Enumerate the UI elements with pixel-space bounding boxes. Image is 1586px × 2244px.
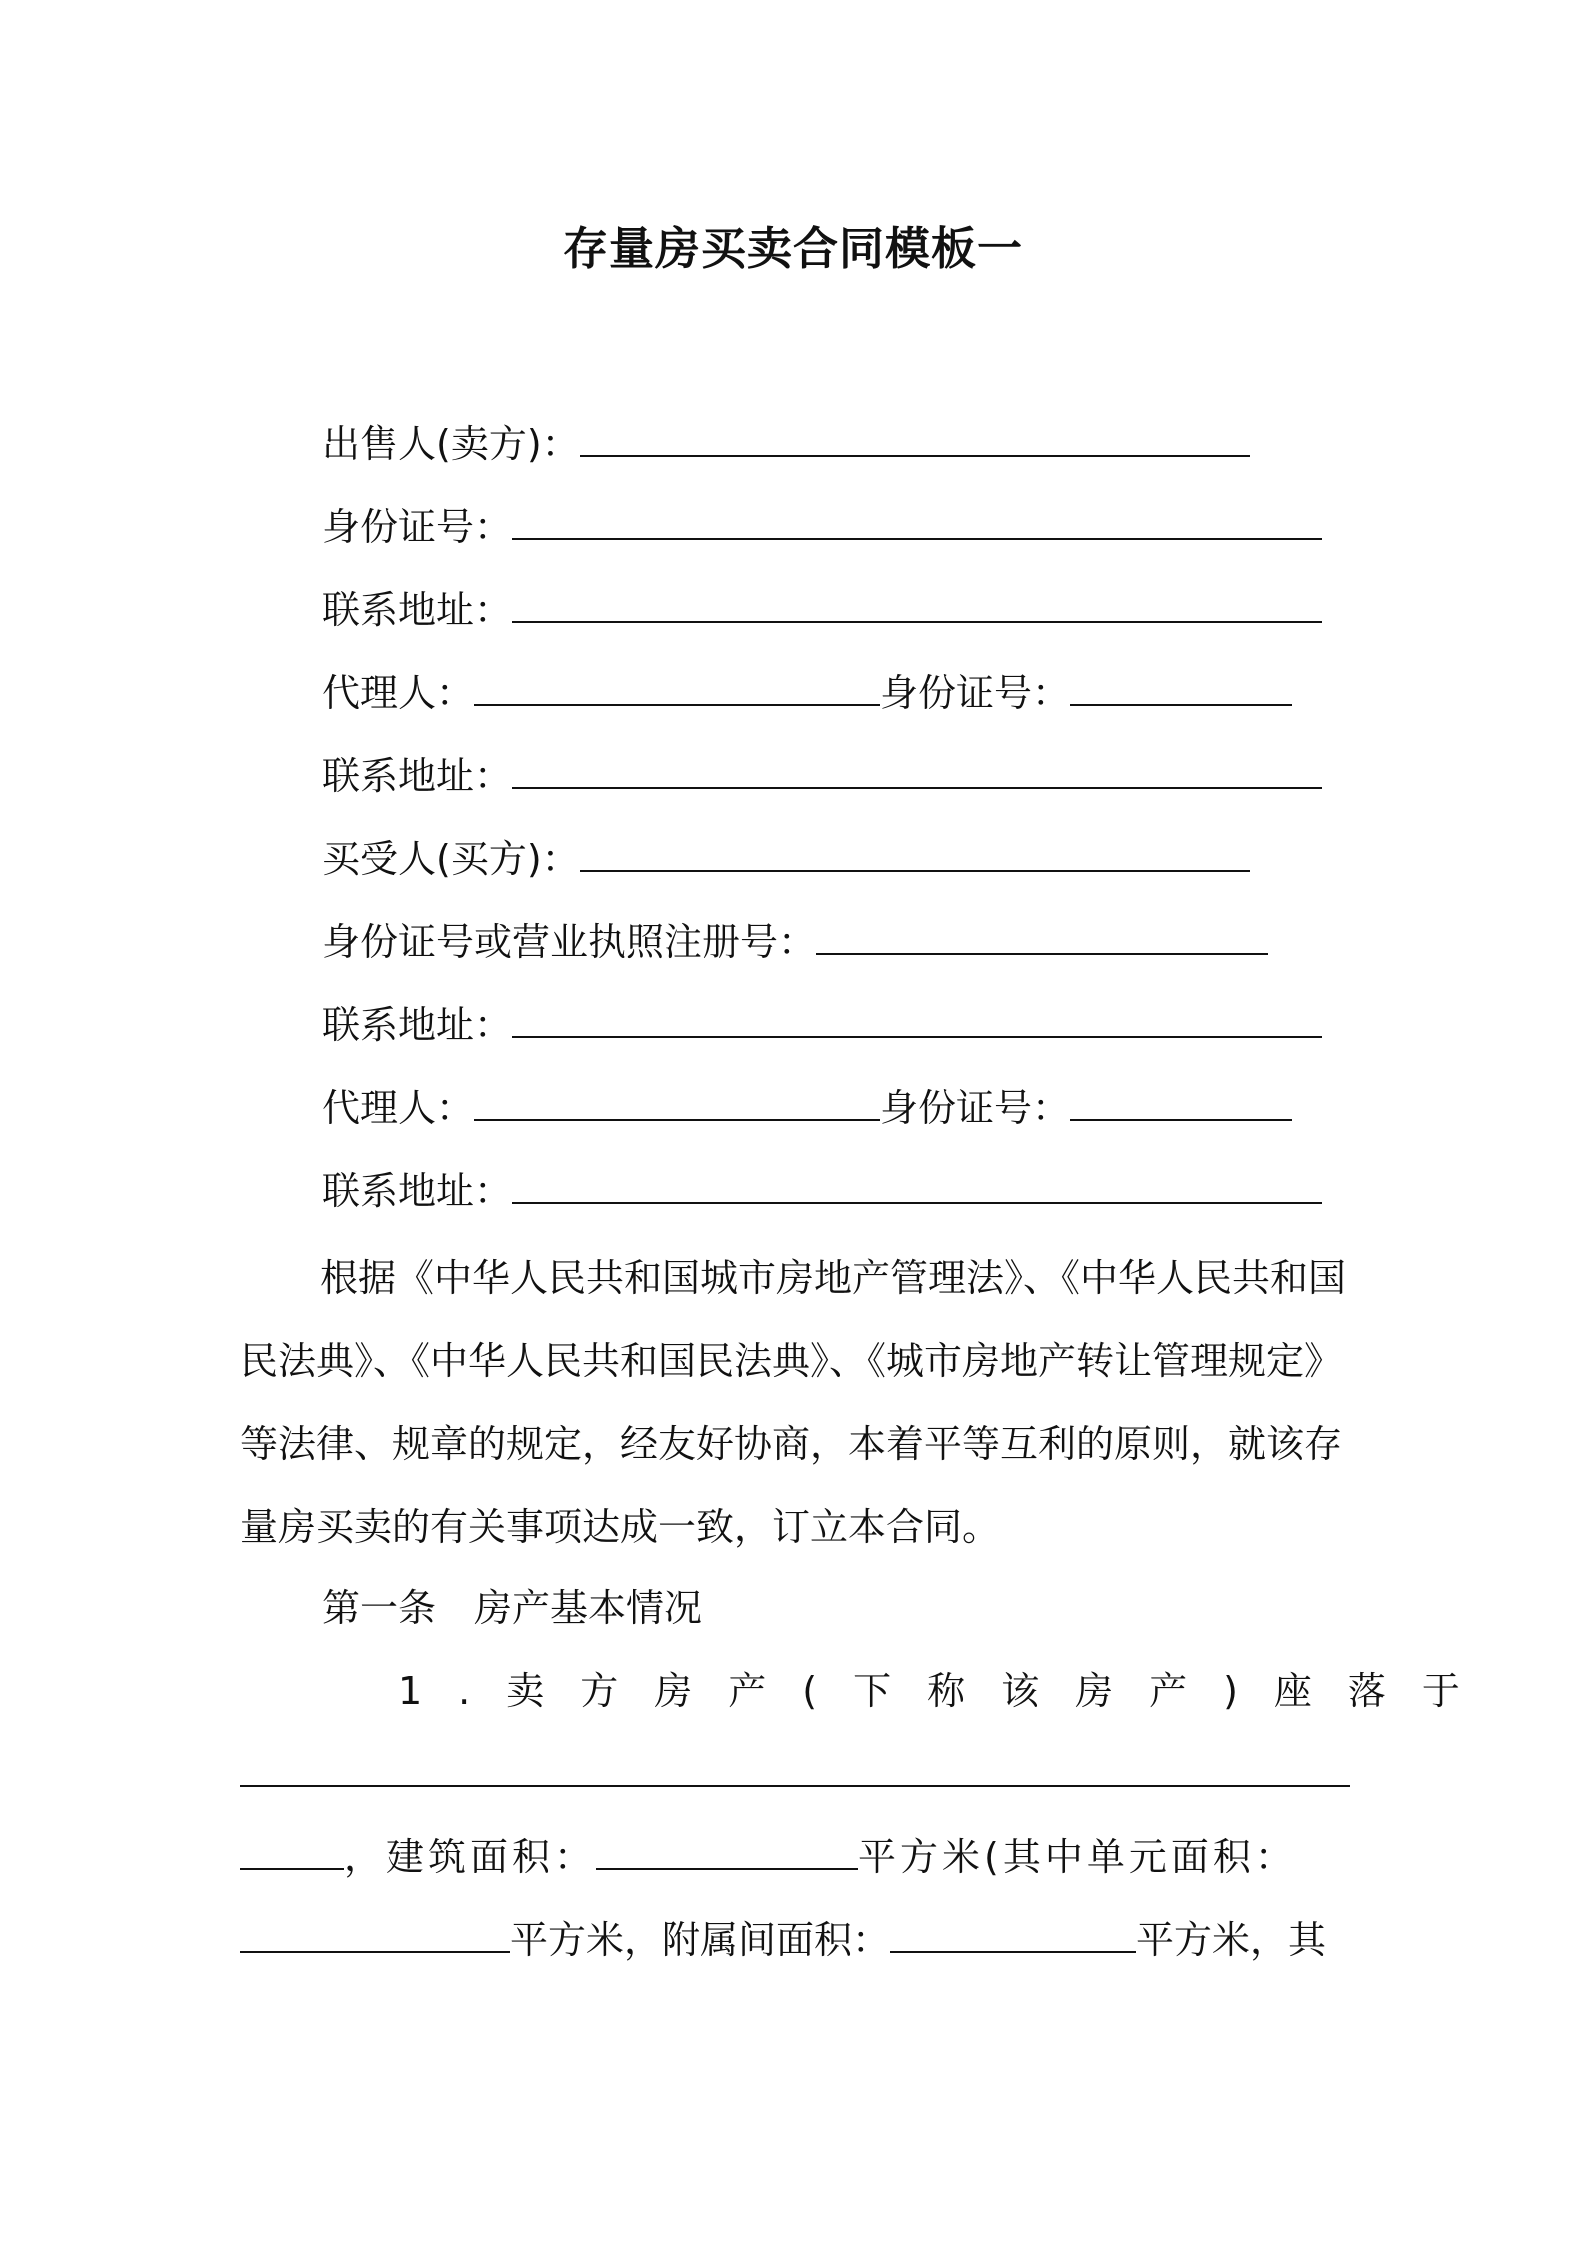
seller-agent-address-blank[interactable] <box>512 753 1322 789</box>
article1-heading: 第一条 房产基本情况 <box>322 1586 703 1630</box>
item1-unit-line <box>240 1916 1326 1964</box>
location-tail-blank[interactable] <box>240 1834 344 1870</box>
buyer-address-label: 联系地址： <box>322 1003 513 1047</box>
seller-agent-blank[interactable] <box>474 670 880 706</box>
area-blank[interactable] <box>596 1834 858 1870</box>
seller-id-blank[interactable] <box>512 504 1322 540</box>
annex-area-blank[interactable] <box>890 1917 1136 1953</box>
buyer-id-label: 身份证号或营业执照注册号： <box>322 920 817 964</box>
buyer-agent-id-blank[interactable] <box>1070 1085 1292 1121</box>
unit-area-label: 平方米(其中单元面积： <box>858 1835 1297 1879</box>
buyer-address-line <box>322 1001 1322 1049</box>
buyer-agent-address-blank[interactable] <box>512 1168 1322 1204</box>
seller-agent-address-line <box>322 752 1322 800</box>
buyer-agent-label: 代理人： <box>322 1086 475 1130</box>
area-label: ，建筑面积： <box>344 1835 597 1879</box>
buyer-agent-id-label: 身份证号： <box>880 1086 1071 1130</box>
buyer-blank[interactable] <box>580 836 1250 872</box>
buyer-address-blank[interactable] <box>512 1002 1322 1038</box>
buyer-line <box>322 835 1250 883</box>
item1-intro: 1.卖方房产(下称该房产)座落于 <box>398 1669 1496 1713</box>
buyer-agent-blank[interactable] <box>474 1085 880 1121</box>
item1-area-line <box>240 1833 1297 1881</box>
seller-address-label: 联系地址： <box>322 588 513 632</box>
seller-address-line <box>322 586 1322 634</box>
seller-address-blank[interactable] <box>512 587 1322 623</box>
seller-agent-id-blank[interactable] <box>1070 670 1292 706</box>
seller-blank[interactable] <box>580 421 1250 457</box>
seller-agent-address-label: 联系地址： <box>322 754 513 798</box>
seller-label: 出售人(卖方)： <box>322 422 580 466</box>
seller-agent-label: 代理人： <box>322 671 475 715</box>
location-blank[interactable] <box>240 1751 1350 1787</box>
buyer-label: 买受人(买方)： <box>322 837 580 881</box>
unit-area-blank[interactable] <box>240 1917 510 1953</box>
buyer-agent-address-line <box>322 1167 1322 1215</box>
annex-tail-label: 平方米，其 <box>1136 1918 1327 1962</box>
item1-location-line <box>240 1750 1350 1798</box>
seller-agent-id-label: 身份证号： <box>880 671 1071 715</box>
buyer-agent-line <box>322 1084 1292 1132</box>
seller-line <box>322 420 1250 468</box>
seller-id-label: 身份证号： <box>322 505 513 549</box>
document-title: 存量房买卖合同模板一 <box>562 222 1023 275</box>
buyer-id-line <box>322 918 1268 966</box>
seller-id-line <box>322 503 1322 551</box>
seller-agent-line <box>322 669 1292 717</box>
annex-area-label: 平方米，附属间面积： <box>510 1918 891 1962</box>
buyer-id-blank[interactable] <box>816 919 1268 955</box>
preamble-paragraph: 根据《中华人民共和国城市房地产管理法》、《中华人民共和国民法典》、《中华人民共和国民法典》、《城市房地产转让管理规定》等法律、规章的规定，经友好协商，本着平等互利的原则，就该存量房买卖的有关事项达成一致，订立本合同。 <box>240 1256 1347 1549</box>
buyer-agent-address-label: 联系地址： <box>322 1169 513 1213</box>
